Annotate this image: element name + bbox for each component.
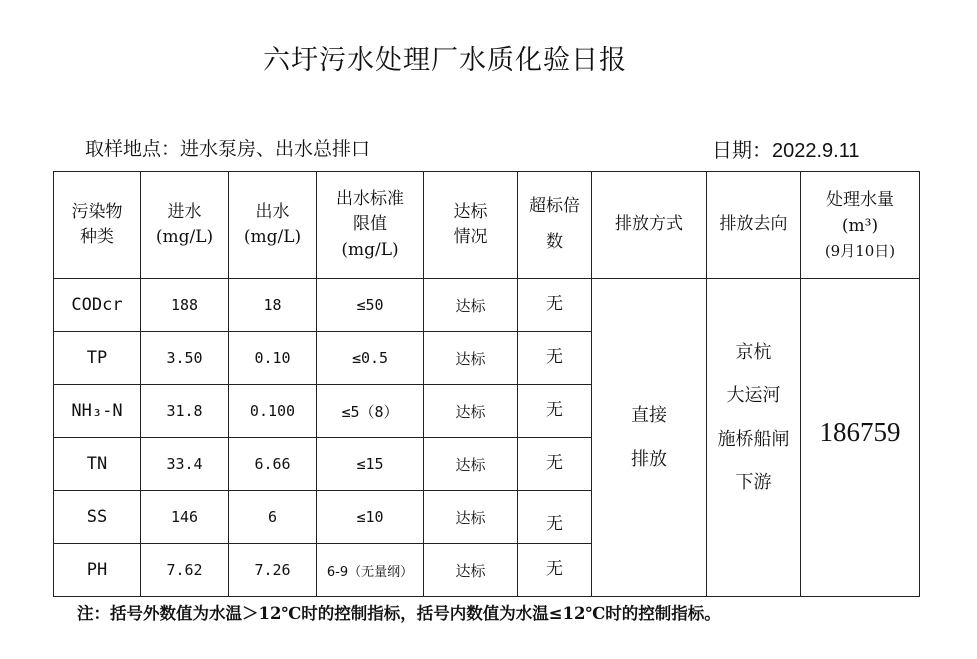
- standard-cell: ≤10: [317, 491, 424, 544]
- influent-cell: 31.8: [141, 385, 229, 438]
- report-date: 日期：2022.9.11: [712, 140, 860, 162]
- compliance-cell: 达标: [424, 491, 518, 544]
- water-quality-table: [53, 171, 920, 597]
- compliance-cell: 达标: [424, 332, 518, 385]
- pollutant-cell: CODcr: [54, 279, 141, 332]
- influent-cell: 188: [141, 279, 229, 332]
- effluent-cell: 6.66: [229, 438, 317, 491]
- effluent-cell: 7.26: [229, 544, 317, 597]
- compliance-cell: 达标: [424, 279, 518, 332]
- header-influent: 进水 (mg/L): [141, 172, 229, 279]
- treated-volume-cell: 186759: [801, 279, 920, 597]
- influent-cell: 146: [141, 491, 229, 544]
- header-pollutant: 污染物 种类: [54, 172, 141, 279]
- effluent-cell: 18: [229, 279, 317, 332]
- effluent-cell: 6: [229, 491, 317, 544]
- header-exceed: 超标倍 数: [518, 172, 592, 279]
- pollutant-cell: NH₃-N: [54, 385, 141, 438]
- compliance-cell: 达标: [424, 438, 518, 491]
- standard-cell: 6-9（无量纲）: [317, 544, 424, 597]
- report-title: 六圩污水处理厂水质化验日报: [263, 45, 627, 76]
- header-effluent: 出水 (mg/L): [229, 172, 317, 279]
- pollutant-cell: TP: [54, 332, 141, 385]
- exceed-cell: 无: [518, 332, 592, 385]
- influent-cell: 33.4: [141, 438, 229, 491]
- footnote: 注：括号外数值为水温＞12℃时的控制指标，括号内数值为水温≤12℃时的控制指标。: [77, 604, 721, 623]
- influent-cell: 7.62: [141, 544, 229, 597]
- exceed-cell: 无: [518, 438, 592, 491]
- exceed-cell: 无: [518, 279, 592, 332]
- header-discharge-destination: 排放去向: [707, 172, 801, 279]
- sampling-location: 取样地点：进水泵房、出水总排口: [85, 138, 371, 160]
- pollutant-cell: TN: [54, 438, 141, 491]
- exceed-cell: 无: [518, 385, 592, 438]
- header-discharge-method: 排放方式: [592, 172, 707, 279]
- effluent-cell: 0.10: [229, 332, 317, 385]
- header-row: [54, 172, 920, 279]
- pollutant-cell: SS: [54, 491, 141, 544]
- compliance-cell: 达标: [424, 385, 518, 438]
- pollutant-cell: PH: [54, 544, 141, 597]
- standard-cell: ≤50: [317, 279, 424, 332]
- exceed-cell: 无: [518, 544, 592, 597]
- discharge-method-cell: 直接 排放: [592, 279, 707, 597]
- compliance-cell: 达标: [424, 544, 518, 597]
- header-compliance: 达标 情况: [424, 172, 518, 279]
- standard-cell: ≤15: [317, 438, 424, 491]
- table-row: [54, 279, 920, 332]
- discharge-destination-cell: 京杭 大运河 施桥船闸 下游: [707, 279, 801, 597]
- header-standard: 出水标准 限值 (mg/L): [317, 172, 424, 279]
- standard-cell: ≤5（8）: [317, 385, 424, 438]
- standard-cell: ≤0.5: [317, 332, 424, 385]
- influent-cell: 3.50: [141, 332, 229, 385]
- effluent-cell: 0.100: [229, 385, 317, 438]
- header-volume: 处理水量 (m³) (9月10日): [801, 172, 920, 279]
- exceed-cell: 无: [518, 491, 592, 544]
